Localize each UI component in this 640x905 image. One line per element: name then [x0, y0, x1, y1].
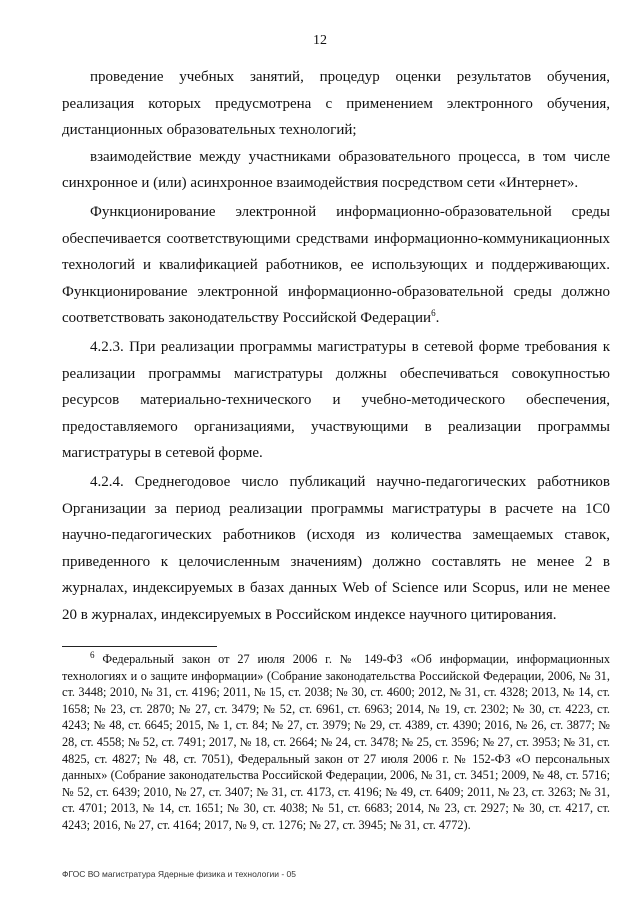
footnote-mark: 6 — [90, 649, 95, 660]
footnote-text: Федеральный закон от 27 июля 2006 г. № 149-ФЗ «Об информации, информационных технологиях и о защите информации» (Собрание законодательства Российской Федерации, 2006, № 31, ст. 3448; 2010, № 31, ст. 4196; 2011, № 15, ст. 2038; № 30, ст. 4600; 2012, № 31, ст. 4328; 2013, № 14, ст. 1658; № 23, ст. 2870; № 27, ст. 3479; № 52, ст. 6961, ст. 6963; 2014, № 19, ст. 2302; № 30, ст. 4223, ст. 4243; № 48, ст. 6645; 2015, № 1, ст. 84; № 27, ст. 3979; № 29, ст. 4389, ст. 4390; 2016, № 26, ст. 3877; № 28, ст. 4558; № 52, ст. 7491; 2017, № 18, ст. 2664; № 24, ст. 3478; № 25, ст. 3596; № 27, ст. 3953; № 31, ст. 4825, ст. 4827; № 48, ст. 7051), Федеральный закон от 27 июля 2006 г. № 152-ФЗ «О персональных данных» (Собрание законодательства Российской Федерации, 2006, № 31, ст. 3451; 2009, № 48, ст. 5716; № 52, ст. 6439; 2010, № 27, ст. 3407; № 31, ст. 4173, ст. 4196; № 49, ст. 6409; 2011, № 23, ст. 3263; № 31, ст. 4701; 2013, № 14, ст. 1651; № 30, ст. 4038; № 51, ст. 6683; 2014, № 23, ст. 2927; № 30, ст. 4217, ст. 4243; 2016, № 27, ст. 4164; 2017, № 9, ст. 1276; № 27, ст. 3945; № 31, ст. 4772). — [62, 652, 611, 832]
footnote-divider — [62, 646, 217, 647]
paragraph-environment-text: Функционирование электронной информационно-образовательной среды обеспечивается соответствующими средствами информационно-коммуникационных технологий и квалификацией работников, ее использующих и поддерживающих. Функционирование электронной информационно-образовательной среды должно соответствовать законодательству Российской Федерации — [62, 203, 610, 327]
footnote-reference[interactable]: 6 — [431, 308, 436, 319]
paragraph-4-2-3: 4.2.3. При реализации программы магистратуры в сетевой форме требования к реализации программы магистратуры должны обеспечиваться совокупностью ресурсов материально-технического и учебно-методического обеспечения, предоставляемого организациями, участвующими в реализации программы магистратуры в сетевой форме. — [62, 338, 610, 462]
paragraph-4-2-4: 4.2.4. Среднегодовое число публикаций научно-педагогических работников Организации за период реализации программы магистратуры в расчете на 1С0 научно-педагогических работников (исходя из количества замещаемых ставок, приведенного к целочисленным значениям) должно составлять не менее 2 в журналах, индексируемых в базах данных Web of Science или Scopus, или не менее 20 в журналах, индексируемых в Российском индексе научного цитирования. — [62, 473, 610, 623]
footnote — [62, 651, 610, 834]
page-number: 12 — [313, 33, 327, 48]
paragraph-interaction: взаимодействие между участниками образовательного процесса, в том числе синхронное и (или) асинхронное взаимодействия посредством сети «Интернет». — [62, 148, 610, 192]
body-text — [62, 64, 610, 630]
page-footer: ФГОС ВО магистратура Ядерные физика и технологии - 05 — [62, 869, 296, 879]
paragraph-environment: Функционирование электронной информационно-образовательной среды обеспечивается соответствующими средствами информационно-коммуникационных технологий и квалификацией работников, ее использующих и поддерживающих. Функционирование электронной информационно-образовательной среды должно соответствовать законодательству Российской Федерации$^6$. — [62, 203, 610, 327]
paragraph-training-sessions: проведение учебных занятий, процедур оценки результатов обучения, реализация которых предусмотрена с применением электронного обучения, дистанционных образовательных технологий; — [62, 69, 610, 139]
